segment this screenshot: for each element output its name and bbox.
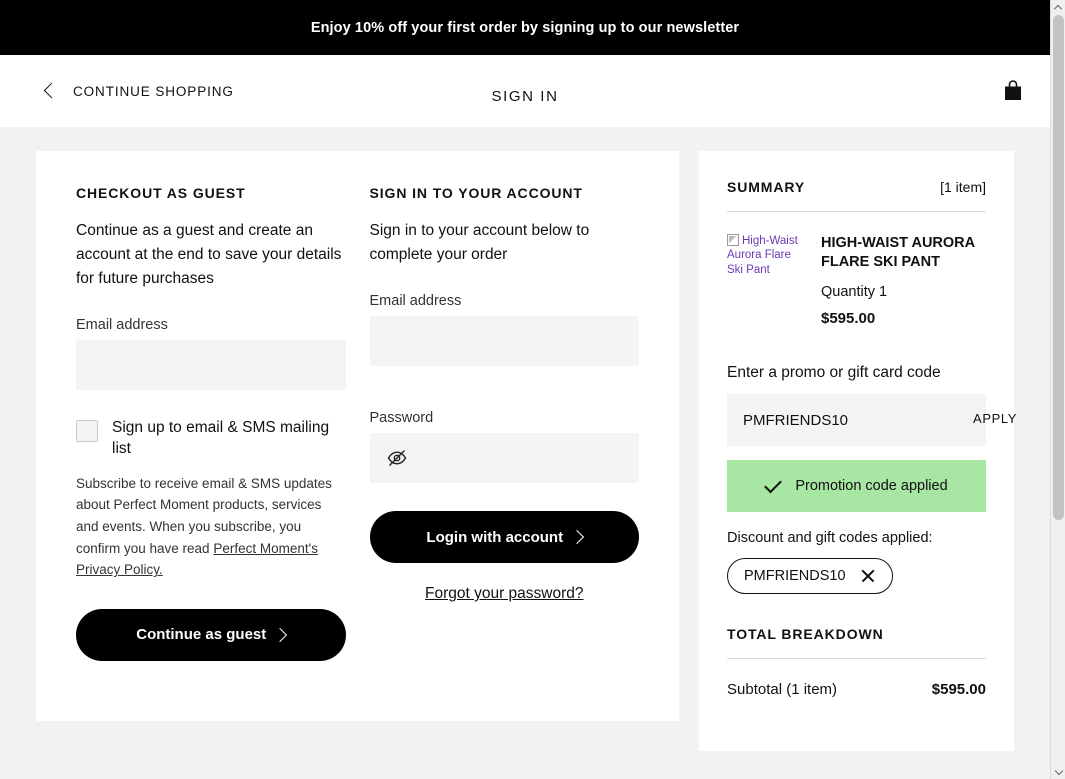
auth-panel (36, 151, 679, 721)
guest-email-input[interactable] (76, 340, 346, 390)
summary-item-count: [1 item] (940, 179, 986, 195)
page-scrollbar[interactable] (1050, 0, 1065, 779)
login-with-account-label: Login with account (426, 528, 564, 546)
signin-heading: SIGN IN TO YOUR ACCOUNT (369, 185, 583, 201)
continue-as-guest-label: Continue as guest (136, 626, 267, 644)
promo-banner-text: Enjoy 10% off your first order by signing up to our newsletter (310, 19, 740, 36)
product-image-alt: High-Waist Aurora Flare Ski Pant (727, 235, 798, 276)
page-title: SIGN IN (491, 88, 559, 105)
cart-item-info (821, 234, 986, 334)
total-divider (727, 658, 986, 659)
guest-description: Continue as a guest and create an account at the end to save your details for future purchases (76, 222, 342, 288)
continue-shopping-link[interactable] (40, 81, 234, 101)
signin-column (370, 185, 640, 681)
scroll-up-arrow-icon[interactable] (1051, 0, 1065, 15)
cart-item-price: $595.00 (821, 309, 876, 327)
promo-banner (0, 0, 1050, 55)
broken-image-icon (727, 234, 739, 246)
guest-heading: CHECKOUT AS GUEST (76, 185, 246, 201)
apply-promo-button[interactable]: APPLY (967, 410, 1023, 427)
applied-code-text: PMFRIENDS10 (744, 568, 846, 584)
subtotal-value: $595.00 (931, 681, 986, 698)
applied-code-chip (727, 558, 893, 594)
password-field-wrapper (370, 433, 640, 483)
fineprint-text: Subscribe to receive email & SMS updates about Perfect Moment products, services and events. When you subscribe, you confirm you have read (76, 475, 332, 556)
newsletter-checkbox[interactable] (76, 420, 98, 442)
scrollbar-thumb[interactable] (1053, 15, 1064, 520)
guest-checkout-column (76, 185, 346, 681)
cart-item-quantity: Quantity 1 (821, 283, 888, 300)
newsletter-fineprint (76, 473, 346, 581)
signin-password-label: Password (369, 410, 434, 427)
signin-description: Sign in to your account below to complete your order (369, 222, 590, 264)
product-thumbnail-broken-image (727, 234, 805, 334)
check-icon (764, 475, 782, 493)
cart-item-title: HIGH-WAIST AURORA FLARE SKI PANT (821, 235, 975, 270)
newsletter-opt-in-row[interactable] (76, 418, 346, 460)
chevron-right-icon (273, 628, 287, 642)
total-breakdown-heading: TOTAL BREAKDOWN (727, 626, 884, 642)
main-content (0, 127, 1050, 751)
guest-email-label: Email address (76, 317, 168, 334)
eye-off-icon[interactable] (386, 447, 408, 469)
signin-email-label: Email address (369, 293, 462, 310)
promo-code-label: Enter a promo or gift card code (727, 364, 941, 381)
promo-code-row (727, 394, 1017, 446)
privacy-policy-link[interactable]: Perfect Moment's Privacy Policy. (76, 540, 318, 578)
order-summary-panel (699, 151, 1017, 751)
newsletter-label: Sign up to email & SMS mailing list (112, 419, 330, 457)
cart-line-item (727, 234, 986, 334)
signin-email-input[interactable] (370, 316, 640, 366)
applied-codes-label: Discount and gift codes applied: (727, 530, 933, 546)
subtotal-row (727, 681, 986, 698)
summary-divider (727, 211, 986, 212)
forgot-password-link[interactable]: Forgot your password? (424, 585, 584, 603)
chevron-right-icon (570, 530, 584, 544)
summary-header (727, 179, 986, 195)
shopping-bag-icon[interactable] (1000, 78, 1026, 104)
summary-heading: SUMMARY (727, 179, 806, 195)
login-with-account-button[interactable] (370, 511, 640, 563)
promo-applied-banner (727, 460, 986, 512)
scroll-down-arrow-icon[interactable] (1051, 764, 1065, 779)
site-header (0, 55, 1050, 127)
signin-password-input[interactable] (370, 433, 640, 483)
remove-code-icon[interactable] (860, 568, 876, 584)
promo-code-input[interactable] (727, 394, 986, 446)
continue-shopping-label: CONTINUE SHOPPING (73, 83, 234, 99)
chevron-left-icon (40, 81, 60, 101)
continue-as-guest-button[interactable] (76, 609, 346, 661)
subtotal-label: Subtotal (1 item) (727, 681, 838, 698)
promo-applied-text: Promotion code applied (795, 478, 948, 494)
